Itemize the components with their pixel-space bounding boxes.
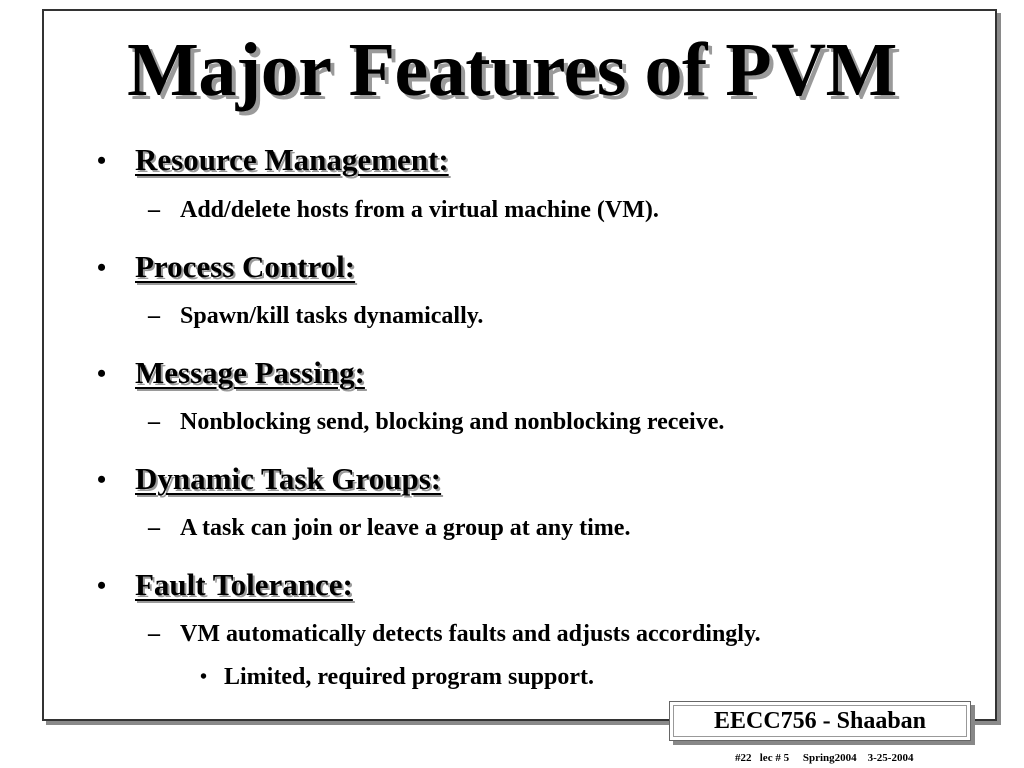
- date: 3-25-2004: [867, 752, 914, 764]
- dash-icon: –: [148, 621, 160, 647]
- bullet-icon: •: [97, 571, 107, 600]
- course-label-box: [669, 701, 971, 741]
- bullet-icon: •: [97, 359, 107, 388]
- dash-icon: –: [148, 409, 160, 435]
- bullet-sub-resource-management: Add/delete hosts from a virtual machine (VM).: [180, 197, 659, 223]
- bullet-sub-dynamic-task-groups: A task can join or leave a group at any time.: [180, 515, 631, 541]
- bullet-sub-fault-tolerance: VM automatically detects faults and adjusts accordingly.: [180, 621, 761, 647]
- slide-number: #22: [735, 752, 752, 764]
- bullet-subsub-fault-tolerance: Limited, required program support.: [224, 664, 595, 690]
- bullet-icon: •: [200, 666, 208, 688]
- bullet-icon: •: [97, 146, 107, 175]
- dash-icon: –: [148, 515, 160, 541]
- bullet-heading-process-control: Process Control:: [135, 249, 356, 284]
- term: Spring2004: [802, 752, 857, 764]
- bullet-heading-message-passing: Message Passing:: [135, 355, 365, 390]
- bullet-sub-message-passing: Nonblocking send, blocking and nonblocking receive.: [180, 409, 725, 435]
- bullet-icon: •: [97, 465, 107, 494]
- bullet-heading-dynamic-task-groups: Dynamic Task Groups:: [135, 461, 442, 496]
- bullet-icon: •: [97, 253, 107, 282]
- course-label: EECC756 - Shaaban: [673, 705, 967, 737]
- bullet-heading-resource-management: Resource Management:: [135, 142, 449, 177]
- slide-title: Major Features of PVM: [127, 28, 897, 112]
- bullet-sub-process-control: Spawn/kill tasks dynamically.: [180, 303, 484, 329]
- lecture-number: lec # 5: [759, 752, 790, 764]
- slide-info: [735, 752, 913, 764]
- dash-icon: –: [148, 303, 160, 329]
- dash-icon: –: [148, 197, 160, 223]
- bullet-heading-fault-tolerance: Fault Tolerance:: [135, 567, 353, 602]
